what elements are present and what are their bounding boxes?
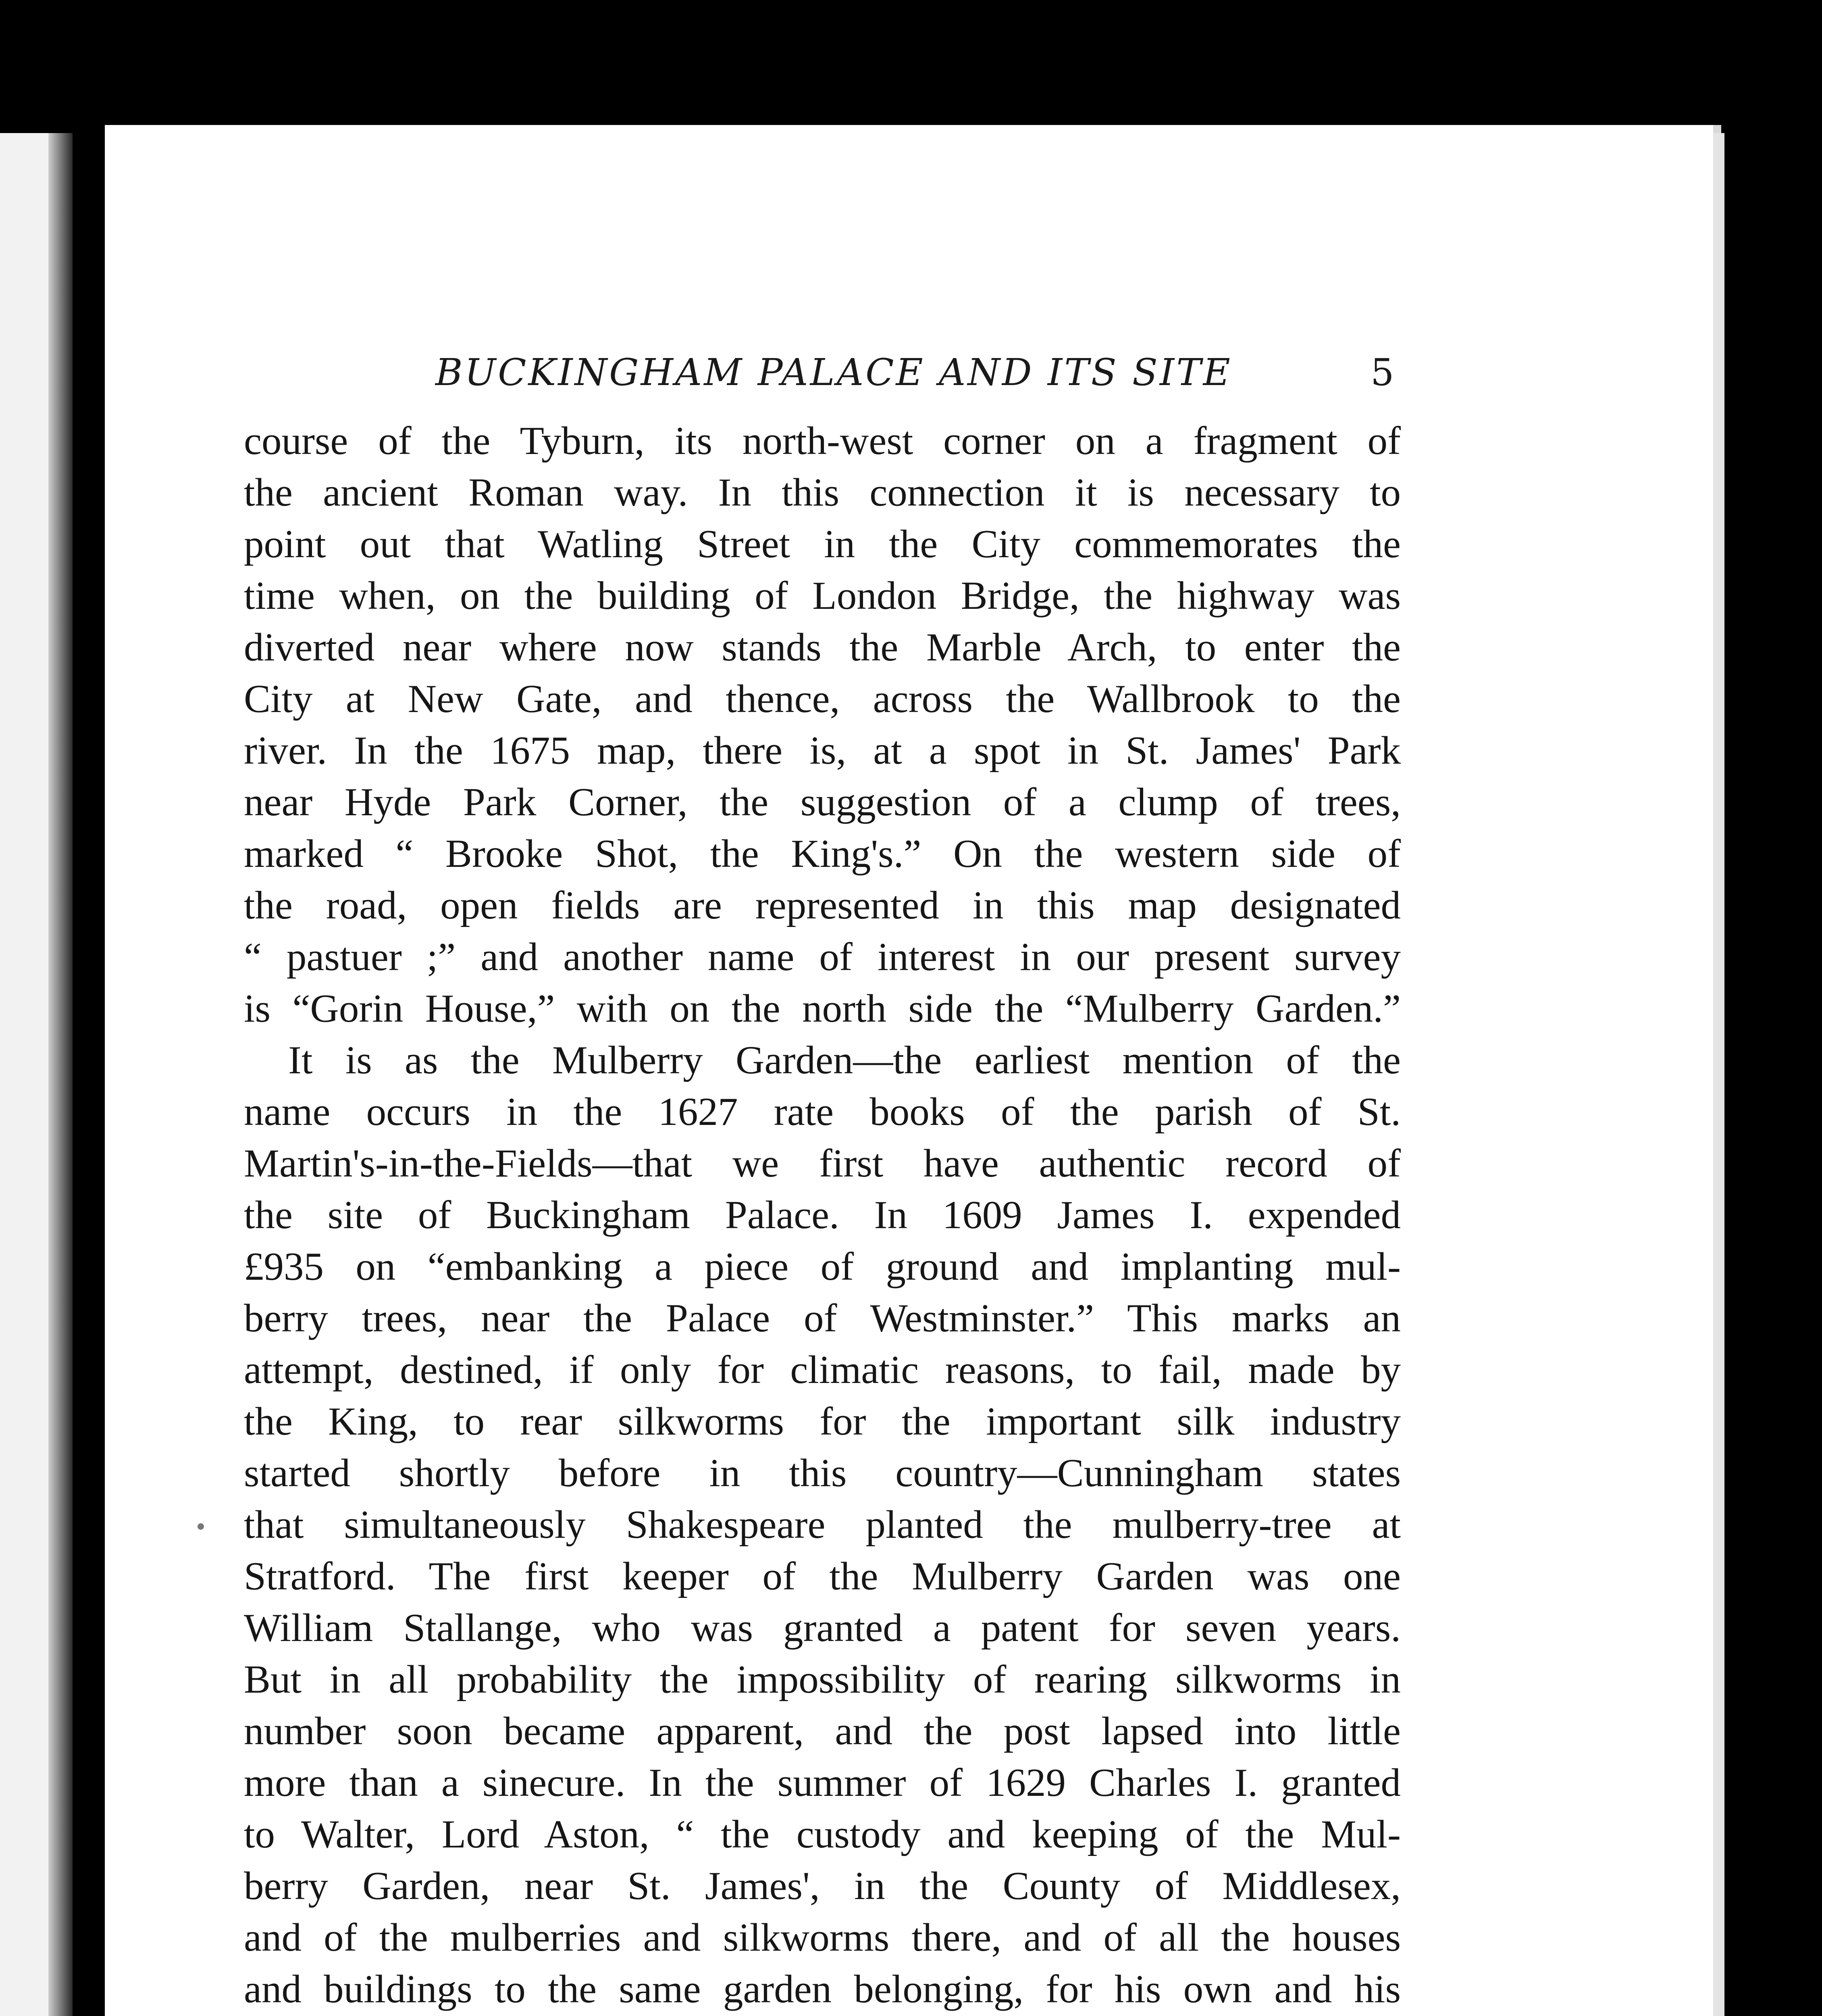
body-text [244, 415, 1401, 2016]
text-line: started shortly before in this country—Cunningham states [244, 1451, 1401, 1495]
text-line: to Walter, Lord Aston, “ the custody and keeping of the Mul- [244, 1812, 1401, 1856]
page-edge-shadow [1713, 133, 1724, 2016]
text-line: that simultaneously Shakespeare planted the mulberry-tree at [244, 1503, 1401, 1547]
page-number: 5 [1371, 351, 1394, 394]
text-line: Martin's-in-the-Fields—that we first have authentic record of [244, 1141, 1401, 1185]
text-line: the site of Buckingham Palace. In 1609 James I. expended [244, 1193, 1401, 1237]
text-line: time when, on the building of London Bridge, the highway was [244, 574, 1401, 618]
text-line: berry Garden, near St. James', in the County of Middlesex, [244, 1864, 1401, 1908]
text-line: marked “ Brooke Shot, the King's.” On the western side of [244, 832, 1401, 876]
text-line: It is as the Mulberry Garden—the earliest mention of the [288, 1038, 1401, 1082]
text-line: the road, open fields are represented in this map designated [244, 883, 1401, 927]
text-line: the ancient Roman way. In this connection it is necessary to [244, 471, 1401, 514]
text-line: name occurs in the 1627 rate books of the parish of St. [244, 1090, 1401, 1134]
text-line: William Stallange, who was granted a patent for seven years. [244, 1606, 1401, 1650]
paragraph-1 [244, 415, 1401, 1035]
text-line: Stratford. The first keeper of the Mulberry Garden was one [244, 1554, 1401, 1598]
text-line: £935 on “embanking a piece of ground and implanting mul- [244, 1245, 1401, 1289]
paragraph-2 [244, 1035, 1401, 2016]
text-line: the King, to rear silkworms for the important silk industry [244, 1400, 1401, 1443]
text-line: and of the mulberries and silkworms there, and of all the houses [244, 1916, 1401, 1960]
running-head: BUCKINGHAM PALACE AND ITS SITE [435, 351, 1232, 394]
text-line: “ pastuer ;” and another name of interest in our present survey [244, 935, 1401, 979]
text-line: and buildings to the same garden belonging, for his own and his [244, 1967, 1401, 2011]
text-line: river. In the 1675 map, there is, at a spot in St. James' Park [244, 729, 1401, 773]
text-line: berry trees, near the Palace of Westminster.” This marks an [244, 1296, 1401, 1340]
text-line: attempt, destined, if only for climatic reasons, to fail, made by [244, 1348, 1401, 1392]
margin-ink-mark [198, 1523, 204, 1530]
text-line: is “Gorin House,” with on the north side the “Mulberry Garden.” [244, 987, 1401, 1031]
text-line: near Hyde Park Corner, the suggestion of a clump of trees, [244, 780, 1401, 824]
text-line: course of the Tyburn, its north-west corner on a fragment of [244, 419, 1401, 463]
text-line: City at New Gate, and thence, across the Wallbrook to the [244, 677, 1401, 721]
text-line: more than a sinecure. In the summer of 1629 Charles I. granted [244, 1761, 1401, 1805]
text-line: number soon became apparent, and the post lapsed into little [244, 1709, 1401, 1753]
book-gutter-shadow [48, 133, 73, 2016]
text-line: point out that Watling Street in the City commemorates the [244, 522, 1401, 566]
text-line: diverted near where now stands the Marble Arch, to enter the [244, 625, 1401, 669]
text-line: But in all probability the impossibility of rearing silkworms in [244, 1658, 1401, 1702]
